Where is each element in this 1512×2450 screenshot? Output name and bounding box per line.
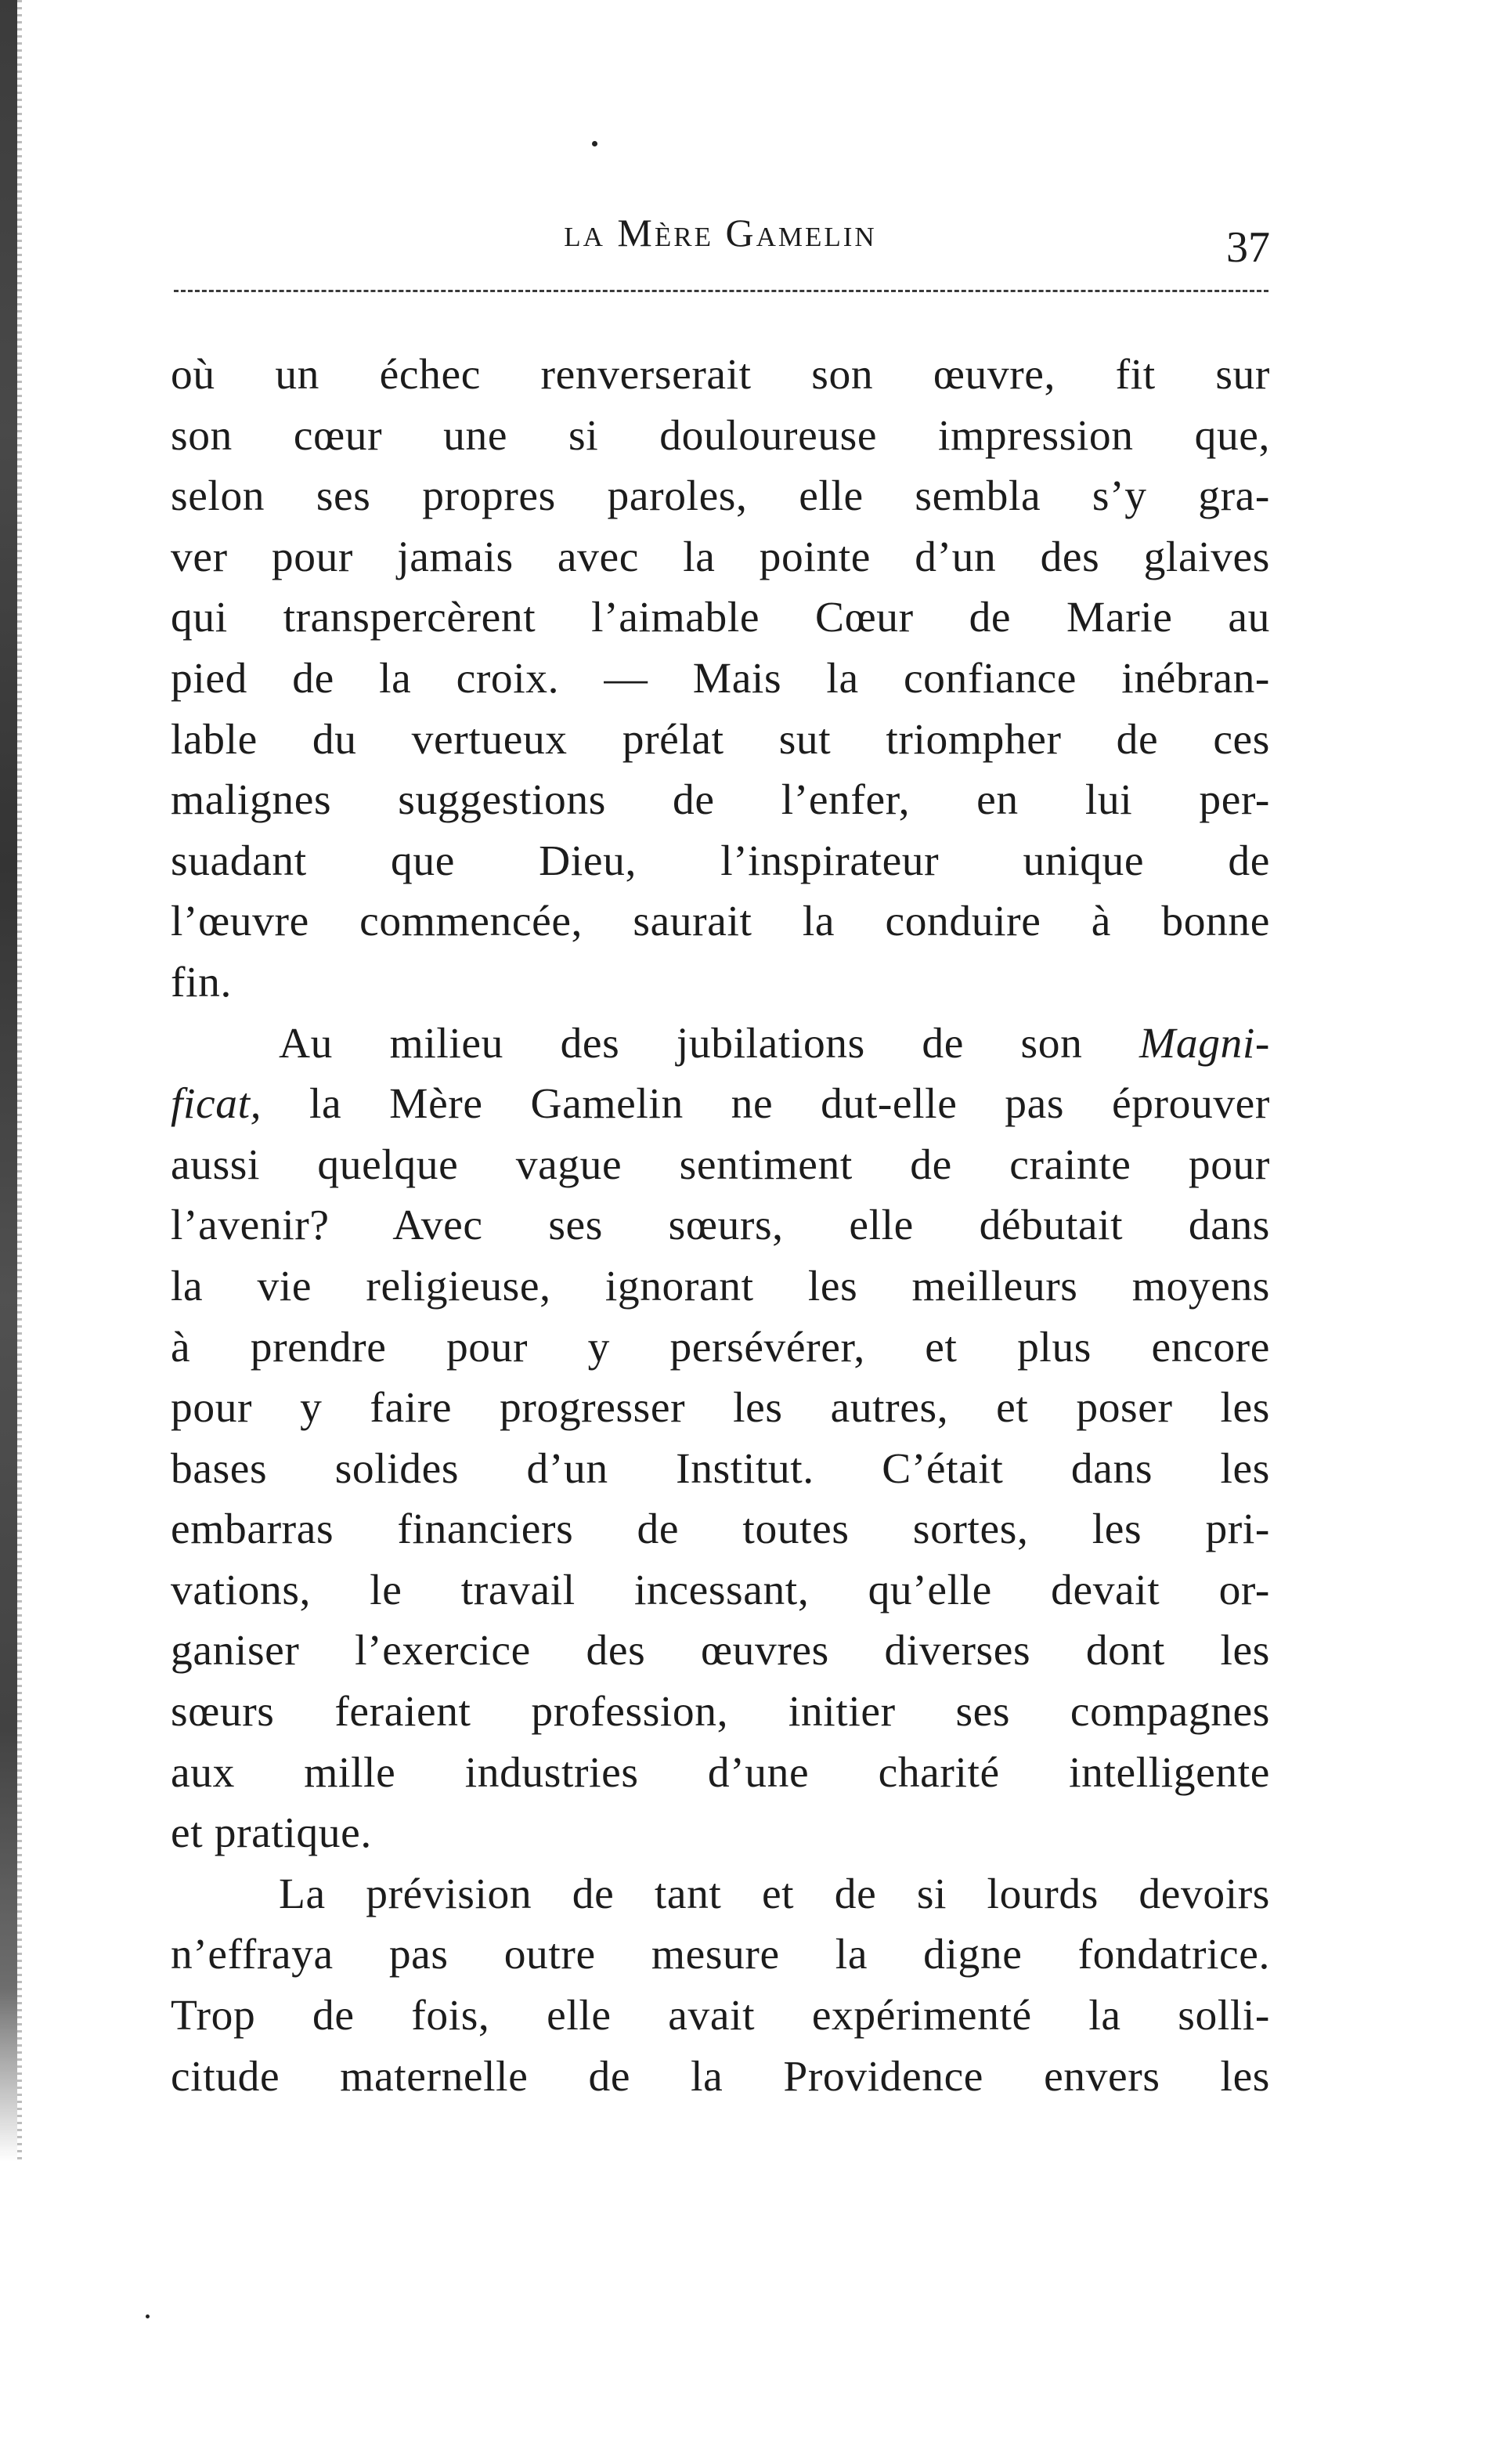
text-line: à prendre pour y persévérer, et plus encore (171, 1323, 1270, 1371)
text-line: malignes suggestions de l’enfer, en lui per- (171, 776, 1270, 825)
text-line: pour y faire progresser les autres, et poser les (171, 1384, 1270, 1433)
text-line: aussi quelque vague sentiment de crainte pour (171, 1140, 1270, 1189)
text-segment: Au milieu des jubilations de son (279, 1019, 1140, 1068)
text-line: pied de la croix. — Mais la confiance inébran- (171, 654, 1270, 703)
text-line: son cœur une si douloureuse impression que, (171, 411, 1270, 460)
text-line (171, 1074, 1270, 1135)
text-line: où un échec renverserait son œuvre, fit sur (171, 351, 1270, 399)
text-line: suadant que Dieu, l’inspirateur unique de (171, 837, 1270, 885)
text-line: l’œuvre commencée, saurait la conduire à bonne (171, 898, 1270, 946)
text-line: la vie religieuse, ignorant les meilleurs moyens (171, 1262, 1270, 1310)
scanned-binding-edge (0, 0, 17, 2162)
text-line: n’effraya pas outre mesure la digne fondatrice. (171, 1931, 1270, 1979)
text-line: La prévision de tant et de si lourds devoirs (279, 1870, 1270, 1918)
speck (146, 2314, 150, 2318)
page-number: 37 (1226, 223, 1270, 272)
text-line: et pratique. (171, 1809, 372, 1858)
italic-term: Magni- (1139, 1019, 1270, 1068)
text-line: fin. (171, 958, 232, 1006)
text-line: citude maternelle de la Providence envers les (171, 2052, 1270, 2101)
text-line: bases solides d’un Institut. C’était dans les (171, 1444, 1270, 1493)
text-line: aux mille industries d’une charité intelligente (171, 1748, 1270, 1797)
text-line: Trop de fois, elle avait expérimenté la solli- (171, 1992, 1270, 2040)
text-line: selon ses propres paroles, elle sembla s’y gra- (171, 472, 1270, 521)
running-head-title: la Mère Gamelin (564, 211, 877, 255)
italic-term: ficat, (171, 1080, 262, 1129)
body-text (171, 345, 1270, 2107)
text-line (171, 1014, 1270, 1075)
text-line: sœurs feraient profession, initier ses compagnes (171, 1688, 1270, 1736)
text-line: qui transpercèrent l’aimable Cœur de Marie au (171, 594, 1270, 642)
text-segment: la Mère Gamelin ne dut-elle pas éprouver (262, 1080, 1270, 1129)
text-line: embarras financiers de toutes sortes, les pri- (171, 1505, 1270, 1554)
text-line: l’avenir? Avec ses sœurs, elle débutait dans (171, 1202, 1270, 1250)
text-line: ganiser l’exercice des œuvres diverses dont les (171, 1627, 1270, 1675)
header-rule (174, 290, 1268, 292)
running-head (172, 210, 1270, 272)
speck (592, 141, 597, 146)
text-line: vations, le travail incessant, qu’elle devait or- (171, 1566, 1270, 1614)
text-line: lable du vertueux prélat sut triompher de ces (171, 715, 1270, 764)
text-line: ver pour jamais avec la pointe d’un des glaives (171, 533, 1270, 581)
